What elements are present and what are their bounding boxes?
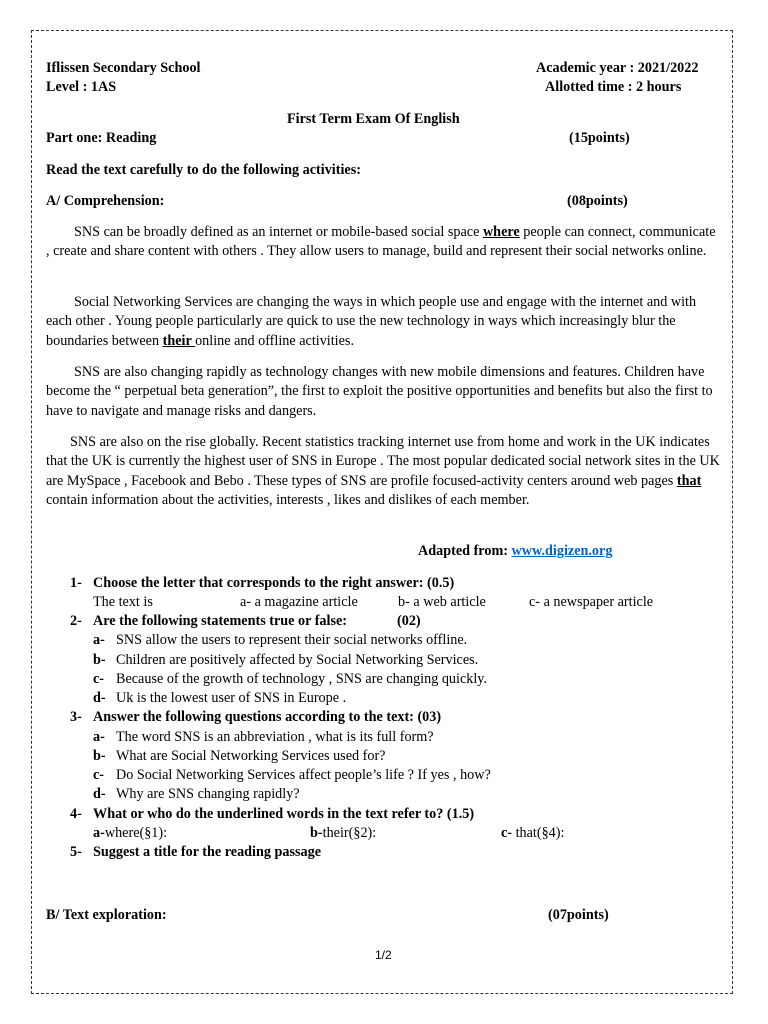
paragraph-4 [46,433,722,511]
exam-title: First Term Exam Of English [287,111,460,127]
q2-item-letter: b- [93,652,106,668]
paragraph-2 [46,293,722,351]
underlined-word-where: where [482,224,520,240]
q4-ref-letter: c- [501,825,513,841]
q1-option-a: a- a magazine article [240,594,358,610]
q2-item-letter: d- [93,690,106,706]
text-exploration-label: B/ Text exploration: [46,907,167,923]
q5-number: 5- [70,844,82,860]
q4-text: What or who do the underlined words in the text refer to? (1.5) [93,806,475,822]
source-line [418,542,612,561]
q3-item-letter: c- [93,767,105,783]
q1-option-b: b- a web article [398,594,486,610]
q2-points: (02) [397,613,421,629]
comprehension-points: (08points) [567,193,628,209]
paragraph-2-text-cont: online and offline activities. [195,332,354,349]
q5-text: Suggest a title for the reading passage [93,844,322,860]
underlined-word-that: that [676,472,702,489]
source-link[interactable]: www.digizen.org [511,543,613,559]
instruction: Read the text carefully to do the following activities: [46,162,361,178]
text-exploration-points: (07points) [548,907,609,923]
q3-number: 3- [70,709,82,725]
q2-item-text: Uk is the lowest user of SNS in Europe . [116,690,347,706]
paragraph-2-text: Social Networking Services are changing the ways in which people use and engage with the internet and with each other . Young people particularly are quick to use the new technology in ways which increasingly blur the boundaries between [46,294,697,349]
q3-item-text: What are Social Networking Services used for? [116,748,386,764]
source-label: Adapted from: [418,543,512,559]
paragraph-4-text-cont: contain information about the activities, interests , likes and dislikes of each member. [46,492,530,509]
q2-item-letter: c- [93,671,105,687]
q1-stem: The text is [93,594,153,610]
q4-number: 4- [70,806,82,822]
school-name: Iflissen Secondary School [46,60,201,76]
q2-item-text: SNS allow the users to represent their social networks offline. [116,632,468,648]
q3-item-text: The word SNS is an abbreviation , what is its full form? [116,729,434,745]
q1-option-c: c- a newspaper article [529,594,654,610]
q2-number: 2- [70,613,82,629]
page-number: 1/2 [375,948,392,962]
q4-ref-text: where(§1): [104,825,168,841]
paragraph-1-text-cont: people can connect, communicate , create and share content with others . They allow users to manage, build and represent their social networks online. [46,224,716,260]
paragraph-4-text: SNS are also on the rise globally. Recent statistics tracking internet use from home and work in the UK indicates that the UK is currently the highest user of SNS in Europe . The most popular dedicated social network sites in the UK are MySpace , Facebook and Bebo . These types of SNS are profile focused-activity centers around web pages [46,434,720,489]
q4-ref-letter: a- [93,825,105,841]
paragraph-3-text: SNS are also changing rapidly as technology changes with new mobile dimensions and features. Children have become the “ perpetual beta generation”, the first to exploit the positive opportunities and benefits but also the first to have to navigate and manage risks and dangers. [46,364,713,419]
q4-ref-c [501,824,564,843]
allotted-time: Allotted time : 2 hours [545,79,682,95]
academic-year: Academic year : 2021/2022 [536,60,699,76]
q3-item-letter: a- [93,729,105,745]
comprehension-label: A/ Comprehension: [46,193,165,209]
part-one-label: Part one: Reading [46,130,157,146]
q2-item-text: Because of the growth of technology , SNS are changing quickly. [116,671,488,687]
q4-ref-letter: b- [310,825,323,841]
q3-text: Answer the following questions according to the text: (03) [93,709,442,725]
paragraph-1-text: SNS can be broadly defined as an internet or mobile-based social space [74,224,483,240]
paragraph-1 [46,223,722,262]
q3-item-letter: d- [93,786,106,802]
q1-text: Choose the letter that corresponds to the right answer: (0.5) [93,575,455,591]
q2-item-text: Children are positively affected by Social Networking Services. [116,652,479,668]
q3-item-letter: b- [93,748,106,764]
q4-ref-text: that(§4): [512,825,565,841]
underlined-word-their: their [162,332,196,349]
q1-number: 1- [70,575,82,591]
q4-ref-text: their(§2): [322,825,377,841]
level: Level : 1AS [46,79,117,95]
q3-item-text: Do Social Networking Services affect people’s life ? If yes , how? [116,767,491,783]
q2-text: Are the following statements true or false: [93,613,348,629]
q2-item-letter: a- [93,632,105,648]
q4-ref-a [93,824,167,843]
q4-ref-b [310,824,376,843]
q3-item-text: Why are SNS changing rapidly? [116,786,300,802]
paragraph-3 [46,363,722,421]
part-one-points: (15points) [569,130,630,146]
